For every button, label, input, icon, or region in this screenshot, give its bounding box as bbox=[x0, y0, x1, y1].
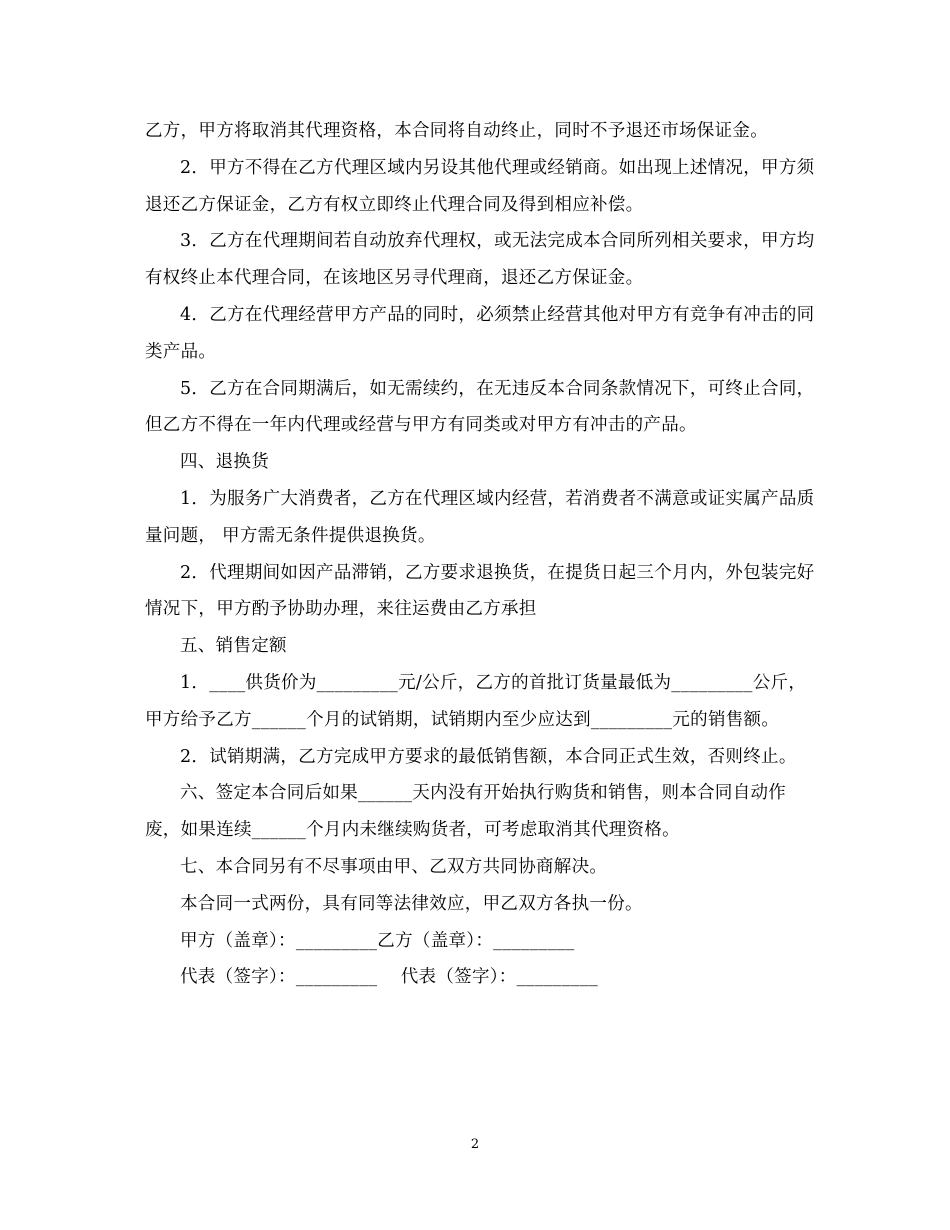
section-heading: 四、退换货 bbox=[180, 452, 269, 473]
paragraph: 2．试销期满，乙方完成甲方要求的最低销售额，本合同正式生效，否则终止。 bbox=[180, 746, 797, 767]
document-body bbox=[145, 113, 815, 996]
paragraph: 本合同一式两份，具有同等法律效应，甲乙双方各执一份。 bbox=[180, 893, 643, 914]
signature-line-representative: 代表（签字）：_________ 代表（签字）：_________ bbox=[180, 967, 599, 988]
paragraph: 七、本合同另有不尽事项由甲、乙双方共同协商解决。 bbox=[180, 856, 608, 877]
paragraph: 4．乙方在代理经营甲方产品的同时，必须禁止经营其他对甲方有竞争有冲击的同类产品。 bbox=[145, 304, 815, 362]
signature-line-seal: 甲方（盖章）：_________乙方（盖章）：_________ bbox=[180, 930, 575, 951]
paragraph: 六、签定本合同后如果______天内没有开始执行购货和销售，则本合同自动作废，如果连续______个月内未继续购货者，可考虑取消其代理资格。 bbox=[145, 783, 787, 841]
paragraph: 乙方，甲方将取消其代理资格，本合同将自动终止，同时不予退还市场保证金。 bbox=[145, 121, 768, 141]
paragraph: 1．为服务广大消费者，乙方在代理区域内经营，若消费者不满意或证实属产品质量问题， 甲方需无条件提供退换货。 bbox=[145, 488, 815, 546]
paragraph: 1．____供货价为_________元/公斤，乙方的首批订货量最低为_________公斤，甲方给予乙方______个月的试销期，试销期内至少应达到_________元的销售额。 bbox=[145, 672, 807, 730]
paragraph: 3．乙方在代理期间若自动放弃代理权，或无法完成本合同所列相关要求，甲方均有权终止本代理合同，在该地区另寻代理商，退还乙方保证金。 bbox=[145, 231, 815, 289]
section-heading: 五、销售定额 bbox=[180, 636, 287, 657]
page-number: 2 bbox=[470, 1137, 480, 1152]
paragraph: 2．甲方不得在乙方代理区域内另设其他代理或经销商。如出现上述情况，甲方须退还乙方保证金，乙方有权立即终止代理合同及得到相应补偿。 bbox=[145, 157, 815, 215]
paragraph: 2．代理期间如因产品滞销，乙方要求退换货，在提货日起三个月内，外包装完好情况下，甲方酌予协助办理，来往运费由乙方承担 bbox=[145, 562, 815, 620]
paragraph: 5．乙方在合同期满后，如无需续约，在无违反本合同条款情况下，可终止合同，但乙方不得在一年内代理或经营与甲方有同类或对甲方有冲击的产品。 bbox=[145, 378, 815, 436]
